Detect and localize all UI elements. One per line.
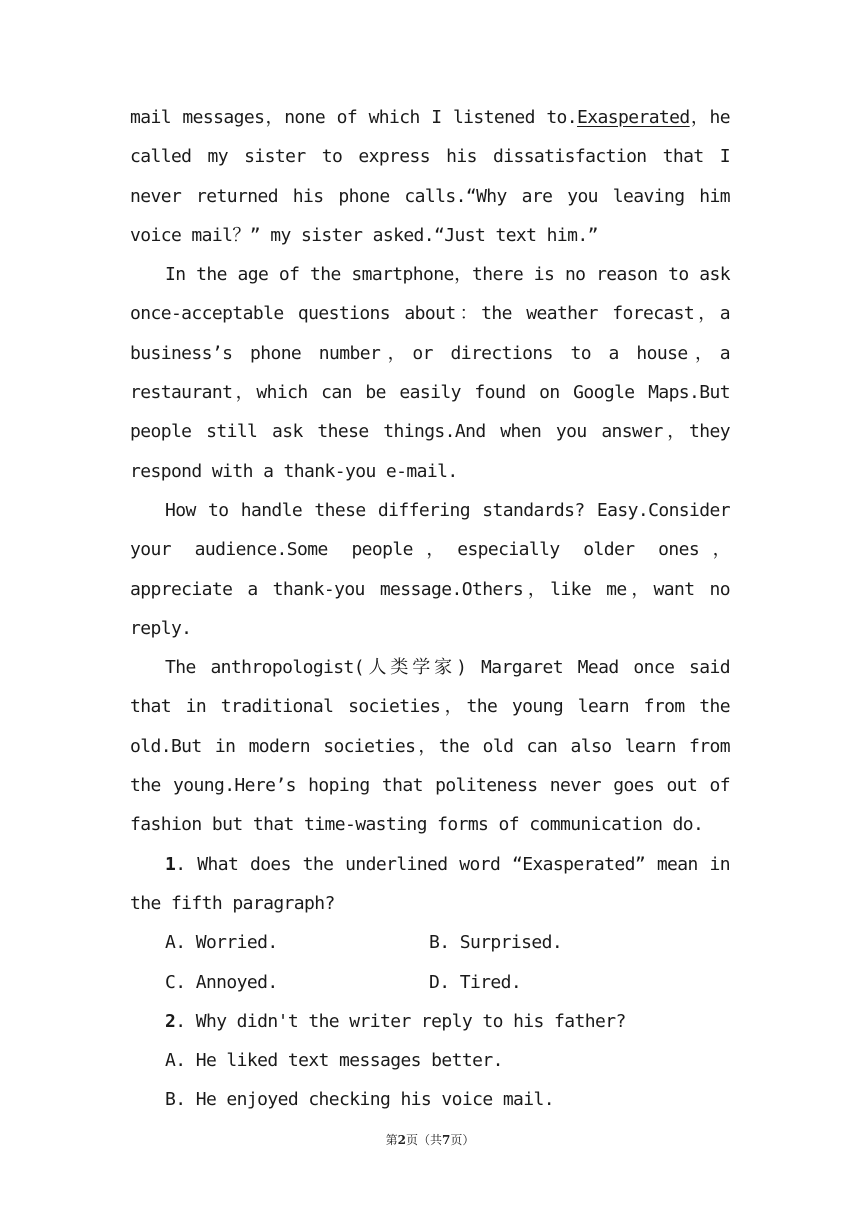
- paragraph-5-end: ，he called my sister to express his dissatisfaction that I never returned his phone calls.“Why are you leaving him voice mail？” my sister asked.“Just text him.”: [130, 107, 730, 246]
- paragraph-6: In the age of the smartphone，there is no reason to ask once-acceptable questions about：the weather forecast，a business’s phone number，or directions to a house，a restaurant，which can be easily found on Google Maps.But people still ask these things.And when you answer，they respond with a thank-you e-mail.: [130, 264, 730, 482]
- question-1-number: 1: [165, 853, 176, 875]
- question-2-option-a[interactable]: A. He liked text messages better.: [165, 1050, 503, 1072]
- paragraph-7: How to handle these differing standards? Easy.Consider your audience.Some people，especially older ones，appreciate a thank-you message.Others，like me，want no reply.: [130, 499, 730, 639]
- page-footer: [0, 1131, 860, 1148]
- option-a[interactable]: A. Worried.: [165, 932, 278, 954]
- question-2: [130, 1002, 730, 1041]
- footer-middle: 页（共: [405, 1133, 442, 1147]
- question-2-text: . Why didn't the writer reply to his father?: [175, 1010, 626, 1032]
- question-2-option-b[interactable]: B. He enjoyed checking his voice mail.: [165, 1089, 555, 1111]
- footer-suffix: 页）: [450, 1133, 475, 1147]
- question-1-text: . What does the underlined word “Exasperated” mean in the fifth paragraph?: [130, 853, 730, 914]
- paragraph-5: [130, 98, 730, 255]
- option-d[interactable]: D. Tired.: [429, 971, 522, 993]
- document-page: [130, 98, 730, 1120]
- paragraph-8: The anthropologist(人类学家) Margaret Mead once said that in traditional societies，the young learn from the old.But in modern societies，the old can also learn from the young.Here’s hoping that politeness never goes out of fashion but that time-wasting forms of communication do.: [130, 657, 730, 836]
- option-c[interactable]: C. Annoyed.: [165, 971, 278, 993]
- footer-total-pages: 7: [442, 1133, 451, 1147]
- question-1-options-row-1: [130, 923, 730, 962]
- paragraph-5-start: mail messages，none of which I listened to.: [130, 107, 578, 128]
- option-b[interactable]: B. Surprised.: [429, 932, 563, 954]
- question-1: [130, 845, 730, 924]
- underlined-word: Exasperated: [577, 107, 690, 128]
- question-2-number: 2: [165, 1010, 176, 1032]
- question-1-options-row-2: [130, 963, 730, 1002]
- footer-page-number: 2: [397, 1133, 406, 1147]
- footer-prefix: 第: [385, 1133, 398, 1147]
